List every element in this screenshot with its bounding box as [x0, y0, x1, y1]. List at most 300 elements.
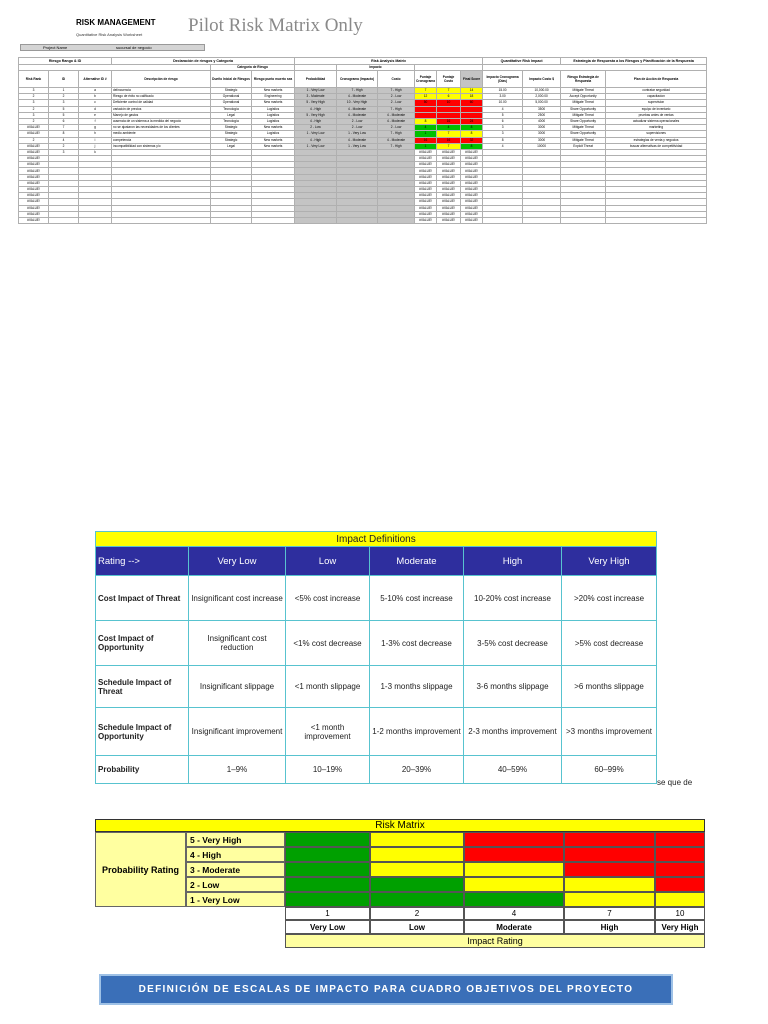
empty-cell — [483, 217, 523, 223]
risk-cell: actualizar sistema operacionales — [606, 118, 707, 124]
impact-value: Insignificant slippage — [189, 666, 286, 708]
empty-cell: #VALUE! — [437, 205, 461, 211]
risk-cell: 3.00 — [483, 94, 523, 100]
risk-cell: 4 - High — [295, 137, 337, 143]
risk-cell: Share Opportunity — [561, 106, 606, 112]
risk-matrix-cell — [655, 832, 705, 847]
risk-cell: New markets — [252, 88, 295, 94]
impact-value: 10–19% — [286, 756, 370, 784]
risk-matrix-cell — [370, 877, 464, 892]
empty-cell: #VALUE! — [415, 180, 437, 186]
risk-cell: h — [79, 131, 112, 137]
risk-cell: equipo de inventario — [606, 106, 707, 112]
risk-cell: k — [79, 149, 112, 155]
risk-cell: 10 — [437, 100, 461, 106]
risk-cell: Logistics — [252, 106, 295, 112]
risk-cell: 4 — [49, 137, 79, 143]
rating-header: Low — [286, 547, 370, 576]
column-header: Alternative ID # — [79, 71, 112, 88]
empty-cell: #VALUE! — [415, 217, 437, 223]
risk-cell: 3 — [49, 149, 79, 155]
rating-header: Moderate — [370, 547, 464, 576]
probability-level: 1 - Very Low — [186, 892, 285, 907]
risk-cell: 7 - High — [378, 106, 415, 112]
risk-cell: 1 - Very Low — [337, 143, 378, 149]
impact-number: 2 — [370, 907, 464, 920]
risk-matrix-cell — [464, 832, 564, 847]
impact-value: 1-3% cost decrease — [370, 621, 464, 666]
empty-cell — [337, 217, 378, 223]
risk-cell: 8 — [483, 137, 523, 143]
column-header: ID — [49, 71, 79, 88]
impact-row-label: Schedule Impact of Opportunity — [96, 708, 189, 756]
empty-cell — [523, 217, 561, 223]
risk-cell: 2 — [19, 137, 49, 143]
risk-cell: supervisiones — [606, 131, 707, 137]
risk-matrix-cell — [464, 847, 564, 862]
empty-cell — [295, 217, 337, 223]
impact-value: 2-3 months improvement — [464, 708, 562, 756]
risk-cell: capacitacion — [606, 94, 707, 100]
empty-cell: #VALUE! — [461, 217, 483, 223]
rating-header: Very High — [562, 547, 657, 576]
risk-cell: incompatibilidad con sistemas y/o — [112, 143, 211, 149]
risk-cell: 5 — [49, 112, 79, 118]
risk-cell: #VALUE! — [19, 131, 49, 137]
risk-cell: g — [79, 125, 112, 131]
impact-level: High — [564, 920, 655, 934]
risk-cell: Strategic — [211, 131, 252, 137]
empty-cell: #VALUE! — [415, 187, 437, 193]
project-name-value: sucursal de negocio — [116, 45, 152, 50]
empty-cell: #VALUE! — [437, 174, 461, 180]
risk-cell: 3 — [483, 125, 523, 131]
risk-cell: 15.00 — [483, 88, 523, 94]
empty-cell: #VALUE! — [437, 199, 461, 205]
risk-cell: 5,000.00 — [523, 100, 561, 106]
pilot-heading: Pilot Risk Matrix Only — [188, 15, 363, 36]
risk-cell: 4 - Moderate — [378, 118, 415, 124]
risk-worksheet-table — [18, 57, 707, 224]
impact-value: >3 months improvement — [562, 708, 657, 756]
risk-matrix-cell — [285, 832, 370, 847]
column-header-row — [19, 71, 707, 88]
impact-definitions-table — [95, 531, 657, 784]
impact-rating-label: Impact Rating — [285, 934, 705, 948]
empty-cell: #VALUE! — [19, 193, 49, 199]
column-header: Descripción de riesgo — [112, 71, 211, 88]
column-header: Puntaje Cronograma — [415, 71, 437, 88]
column-header: Dueño Inicial de Riesgos — [211, 71, 252, 88]
impact-definitions-title: Impact Definitions — [96, 532, 657, 547]
impact-value: 20–39% — [370, 756, 464, 784]
risk-cell: 2 — [19, 118, 49, 124]
empty-cell: #VALUE! — [461, 193, 483, 199]
column-header: Puntaje Costo — [437, 71, 461, 88]
rating-row — [96, 547, 657, 576]
risk-cell: Legal — [211, 143, 252, 149]
empty-cell: #VALUE! — [461, 168, 483, 174]
risk-cell: 5 — [483, 112, 523, 118]
empty-cell: #VALUE! — [415, 211, 437, 217]
group-header-row — [19, 58, 707, 65]
risk-cell: Strategic — [211, 125, 252, 131]
risk-cell: Exploit Threat — [561, 143, 606, 149]
impact-number: 1 — [285, 907, 370, 920]
empty-row — [19, 217, 707, 223]
empty-cell — [49, 217, 79, 223]
empty-cell: #VALUE! — [461, 187, 483, 193]
risk-cell: #VALUE! — [19, 143, 49, 149]
empty-cell: #VALUE! — [19, 205, 49, 211]
risk-cell: 8 — [461, 131, 483, 137]
column-header: Cronograma (Impacto) — [337, 71, 378, 88]
group-header: Declaración de riesgos y Categoría — [112, 58, 295, 65]
empty-cell: #VALUE! — [415, 205, 437, 211]
risk-cell: 1 - Very Low — [295, 143, 337, 149]
impact-value: 60–99% — [562, 756, 657, 784]
empty-cell: #VALUE! — [415, 193, 437, 199]
risk-cell: 4 - High — [295, 118, 337, 124]
risk-cell: Logistics — [252, 131, 295, 137]
risk-cell: Operational — [211, 100, 252, 106]
empty-cell: #VALUE! — [19, 174, 49, 180]
risk-cell: Tecnología — [211, 106, 252, 112]
risk-cell: 16 — [415, 137, 437, 143]
risk-cell: 5 - Very High — [295, 100, 337, 106]
project-name-label: Project Name — [43, 45, 68, 50]
risk-cell: 4 - High — [295, 106, 337, 112]
risk-cell: Mitigate Threat — [561, 88, 606, 94]
scale-definition-banner: DEFINICIÓN DE ESCALAS DE IMPACTO PARA CUADRO OBJETIVOS DEL PROYECTO — [99, 974, 673, 1005]
risk-cell: 2 - Low — [378, 125, 415, 131]
risk-matrix-cell — [564, 892, 655, 907]
risk-cell: 8 — [415, 118, 437, 124]
probability-rating-label: Probability Rating — [95, 832, 186, 907]
risk-cell: New markets — [252, 143, 295, 149]
impact-value: 1-2 months improvement — [370, 708, 464, 756]
empty-cell: #VALUE! — [19, 211, 49, 217]
impact-level: Very Low — [285, 920, 370, 934]
risk-cell: pruebas antes de ventas — [606, 112, 707, 118]
empty-cell: #VALUE! — [19, 217, 49, 223]
risk-cell: estrategias de venta y negocios — [606, 137, 707, 143]
risk-cell: 2 — [19, 106, 49, 112]
column-header: Plan de Acción de Respuesta — [606, 71, 707, 88]
empty-cell — [561, 217, 606, 223]
risk-cell: j — [79, 143, 112, 149]
column-header: Riesgo punto muerto sea — [252, 71, 295, 88]
impact-value: >20% cost increase — [562, 576, 657, 621]
impact-row-label: Schedule Impact of Threat — [96, 666, 189, 708]
risk-cell: 1 - Very Low — [337, 131, 378, 137]
risk-matrix-cell — [564, 847, 655, 862]
risk-cell: 2 - Low — [337, 118, 378, 124]
impact-level: Very High — [655, 920, 705, 934]
impact-value: 10-20% cost increase — [464, 576, 562, 621]
impact-row — [96, 576, 657, 621]
risk-cell: 4 - Moderate — [337, 106, 378, 112]
group-header: Quantitative Risk Impact — [483, 58, 561, 65]
risk-cell: 7 — [49, 125, 79, 131]
sheet-title: RISK MANAGEMENT — [76, 18, 156, 27]
impact-row-label: Cost Impact of Threat — [96, 576, 189, 621]
rating-header: Very Low — [189, 547, 286, 576]
risk-cell: 2 — [49, 94, 79, 100]
risk-cell: 4 - Moderate — [337, 112, 378, 118]
risk-cell: 7 - High — [378, 88, 415, 94]
column-header: Risk Rank — [19, 71, 49, 88]
risk-cell: buscar alternativas de competitividad — [606, 143, 707, 149]
risk-cell: Legal — [211, 112, 252, 118]
empty-cell: #VALUE! — [437, 162, 461, 168]
impact-row — [96, 756, 657, 784]
empty-cell: #VALUE! — [415, 156, 437, 162]
empty-cell: #VALUE! — [19, 199, 49, 205]
risk-cell: #VALUE! — [437, 149, 461, 155]
risk-cell: 6 — [483, 118, 523, 124]
empty-cell: #VALUE! — [461, 174, 483, 180]
risk-cell: #VALUE! — [19, 125, 49, 131]
empty-cell: #VALUE! — [415, 199, 437, 205]
risk-cell: Manejo de gastos — [112, 112, 211, 118]
probability-level: 2 - Low — [186, 877, 285, 892]
risk-cell: Share Opportunity — [561, 118, 606, 124]
impact-value: 40–59% — [464, 756, 562, 784]
risk-cell: 10 - Very High — [337, 100, 378, 106]
impact-value: <5% cost increase — [286, 576, 370, 621]
empty-cell — [252, 217, 295, 223]
group-header: Estrategia de Respuesta a los Riesgos y Planificación de la Respuesta — [561, 58, 707, 65]
risk-cell: 14 — [461, 88, 483, 94]
risk-cell: 2 - Low — [295, 125, 337, 131]
risk-cell: 1 — [415, 131, 437, 137]
empty-cell: #VALUE! — [415, 162, 437, 168]
risk-cell: 7 - High — [378, 131, 415, 137]
risk-matrix-cell — [285, 892, 370, 907]
risk-cell: 3 — [49, 100, 79, 106]
impact-value: 3-5% cost decrease — [464, 621, 562, 666]
risk-cell: 4000 — [523, 118, 561, 124]
risk-cell: #VALUE! — [415, 149, 437, 155]
risk-cell: 8 — [461, 125, 483, 131]
risk-cell: 7 - High — [337, 88, 378, 94]
risk-cell: 1 - Very Low — [295, 88, 337, 94]
risk-cell: 1 — [415, 143, 437, 149]
impact-value: Insignificant improvement — [189, 708, 286, 756]
risk-cell: Mitigate Threat — [561, 112, 606, 118]
impact-row — [96, 708, 657, 756]
risk-cell: 2 - Low — [378, 94, 415, 100]
risk-cell: b — [79, 94, 112, 100]
rating-label: Rating --> — [96, 547, 189, 576]
empty-cell: #VALUE! — [19, 156, 49, 162]
risk-matrix-cell — [655, 847, 705, 862]
risk-matrix-cell — [370, 862, 464, 877]
risk-cell: 2 - Low — [378, 100, 415, 106]
risk-cell: ausencia de un sistema a la medida del negocio — [112, 118, 211, 124]
risk-matrix-cell — [285, 847, 370, 862]
risk-cell: Deficiente control de calidad — [112, 100, 211, 106]
probability-level: 4 - High — [186, 847, 285, 862]
risk-matrix-cell — [564, 862, 655, 877]
empty-cell: #VALUE! — [437, 217, 461, 223]
impact-number: 7 — [564, 907, 655, 920]
impact-title-row — [96, 532, 657, 547]
risk-cell: Share Opportunity — [561, 131, 606, 137]
risk-cell: contratar seguridad — [606, 88, 707, 94]
risk-cell: 16 — [437, 118, 461, 124]
risk-cell: 24 — [461, 118, 483, 124]
risk-cell: 18 — [461, 94, 483, 100]
risk-matrix-cell — [655, 877, 705, 892]
impact-value: <1% cost decrease — [286, 621, 370, 666]
risk-cell: 32 — [461, 137, 483, 143]
empty-cell: #VALUE! — [19, 187, 49, 193]
risk-cell: Riesgo de éxito no calificado — [112, 94, 211, 100]
risk-cell: 3000 — [523, 137, 561, 143]
risk-cell: New markets — [252, 125, 295, 131]
risk-cell: 7 — [437, 143, 461, 149]
risk-cell: Logistics — [252, 112, 295, 118]
column-header: Probabilidad — [295, 71, 337, 88]
risk-cell: e — [79, 112, 112, 118]
risk-cell: 2,000.00 — [523, 94, 561, 100]
risk-cell: 12 — [415, 94, 437, 100]
risk-cell: #VALUE! — [461, 149, 483, 155]
risk-cell: Mitigate Threat — [561, 100, 606, 106]
empty-cell: #VALUE! — [461, 205, 483, 211]
risk-cell: 1 - Very Low — [295, 131, 337, 137]
risk-cell: 7 — [437, 131, 461, 137]
empty-cell: #VALUE! — [437, 193, 461, 199]
empty-cell — [378, 217, 415, 223]
impact-row-label: Probability — [96, 756, 189, 784]
impact-row — [96, 621, 657, 666]
risk-cell: i — [79, 137, 112, 143]
risk-cell: Accept Opportunity — [561, 94, 606, 100]
empty-cell: #VALUE! — [461, 211, 483, 217]
project-name-bar — [20, 44, 205, 51]
risk-matrix-cell — [464, 892, 564, 907]
impact-value: 1-3 months slippage — [370, 666, 464, 708]
risk-cell: 8 — [461, 143, 483, 149]
empty-cell: #VALUE! — [437, 180, 461, 186]
column-header: Impacto Cronograma (Días) — [483, 71, 523, 88]
risk-cell: variación de precios — [112, 106, 211, 112]
risk-cell: New markets — [252, 137, 295, 143]
impact-row — [96, 666, 657, 708]
risk-cell: Logistics — [252, 118, 295, 124]
impact-value: <1 month slippage — [286, 666, 370, 708]
empty-cell: #VALUE! — [461, 156, 483, 162]
risk-cell: 4 - Moderate — [337, 94, 378, 100]
risk-cell: 7 - High — [378, 143, 415, 149]
risk-cell: 7 — [437, 88, 461, 94]
column-header: Riesgo Estrategia de Respuesta — [561, 71, 606, 88]
risk-matrix-cell — [464, 862, 564, 877]
risk-cell: a — [79, 88, 112, 94]
sheet-subtitle: Quantitative Risk Analysis Worksheet — [76, 32, 143, 37]
empty-cell — [211, 217, 252, 223]
risk-cell: f — [79, 118, 112, 124]
group-header: Riesgo Rango & ID — [19, 58, 112, 65]
impact-level: Moderate — [464, 920, 564, 934]
risk-matrix-cell — [564, 832, 655, 847]
risk-matrix-cell — [655, 862, 705, 877]
risk-cell: 3 - Moderate — [295, 94, 337, 100]
risk-cell: 7 — [415, 88, 437, 94]
column-header: Impacto Costo $ — [523, 71, 561, 88]
risk-cell: 1 — [49, 88, 79, 94]
impact-number: 4 — [464, 907, 564, 920]
risk-cell: d — [79, 106, 112, 112]
risk-cell: delincuencia — [112, 88, 211, 94]
impact-value: 3-6 months slippage — [464, 666, 562, 708]
risk-cell: 6 — [437, 94, 461, 100]
risk-cell: 4 - Moderate — [378, 112, 415, 118]
risk-matrix-cell — [285, 862, 370, 877]
empty-cell: #VALUE! — [461, 162, 483, 168]
impact-value: >6 months slippage — [562, 666, 657, 708]
risk-cell: 8 — [49, 131, 79, 137]
risk-matrix-cell — [370, 832, 464, 847]
empty-cell: #VALUE! — [19, 180, 49, 186]
risk-cell: 60 — [461, 100, 483, 106]
empty-cell: #VALUE! — [437, 156, 461, 162]
impact-level: Low — [370, 920, 464, 934]
risk-matrix-cell — [285, 877, 370, 892]
risk-cell: Mitigate Threat — [561, 125, 606, 131]
impact-value: 1–9% — [189, 756, 286, 784]
sub-header: Categoría de Riesgo — [211, 65, 295, 71]
risk-cell: Strategic — [211, 88, 252, 94]
risk-cell: 4 - Moderate — [337, 137, 378, 143]
risk-cell: 3000 — [523, 125, 561, 131]
empty-cell: #VALUE! — [437, 187, 461, 193]
empty-cell: #VALUE! — [461, 199, 483, 205]
risk-cell: 3 — [483, 131, 523, 137]
risk-cell: Engineering — [252, 94, 295, 100]
risk-cell: competencia — [112, 137, 211, 143]
risk-matrix-cell — [464, 877, 564, 892]
risk-cell: 2 - Low — [337, 125, 378, 131]
impact-value: <1 month improvement — [286, 708, 370, 756]
risk-matrix-cell — [655, 892, 705, 907]
risk-cell: 3 — [19, 112, 49, 118]
impact-number: 10 — [655, 907, 705, 920]
rating-header: High — [464, 547, 562, 576]
column-header: Final Score — [461, 71, 483, 88]
risk-cell: 3 — [19, 100, 49, 106]
empty-cell: #VALUE! — [437, 168, 461, 174]
empty-cell: #VALUE! — [461, 180, 483, 186]
risk-matrix-cell — [370, 892, 464, 907]
risk-cell: 2500 — [523, 112, 561, 118]
risk-cell: 10.00 — [483, 100, 523, 106]
risk-cell: 4 — [437, 125, 461, 131]
risk-cell: 3000 — [523, 131, 561, 137]
risk-matrix-cell — [564, 877, 655, 892]
empty-cell: #VALUE! — [415, 174, 437, 180]
column-header: Costo — [378, 71, 415, 88]
risk-cell: 4 — [483, 143, 523, 149]
group-header: Risk Analysis Matrix — [295, 58, 483, 65]
risk-cell: 3500 — [523, 106, 561, 112]
empty-cell: #VALUE! — [19, 162, 49, 168]
risk-cell: New markets — [252, 100, 295, 106]
risk-cell: no se ajustaron las necesidades de los clientes — [112, 125, 211, 131]
